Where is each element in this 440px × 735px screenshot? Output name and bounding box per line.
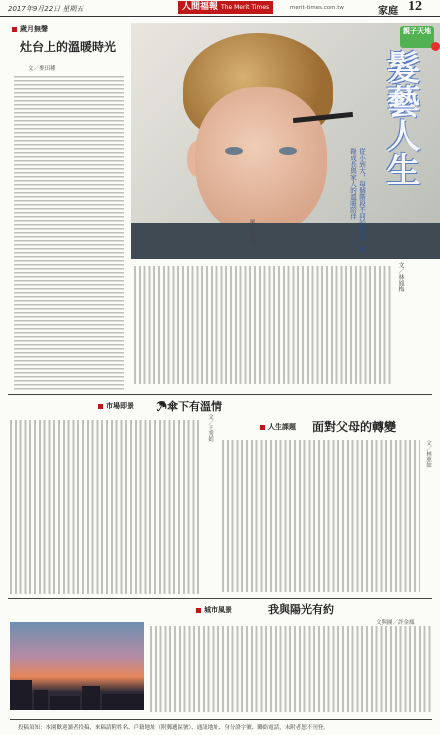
submission-notice: [10, 719, 432, 732]
section-divider-2: [8, 598, 432, 599]
article4-byline: 文與圖／許金鳳: [376, 620, 415, 626]
article2-section-text: 市場即景: [106, 402, 134, 410]
feature-body-upper: [134, 266, 392, 384]
section-marker-icon: [196, 608, 201, 613]
photo-eye-right: [279, 147, 297, 155]
photo-eye-left: [225, 147, 243, 155]
building-silhouette: [34, 690, 48, 710]
section-marker-icon: [260, 425, 265, 430]
building-silhouette: [82, 686, 100, 710]
section-marker-icon: [12, 27, 17, 32]
left-article-title: 灶台上的溫暖時光: [20, 40, 117, 54]
article4-section-label: [196, 605, 232, 615]
sunset-photo: [10, 622, 144, 710]
photo-face: [195, 87, 327, 237]
masthead-logo: [178, 1, 273, 14]
badge-dot-icon: [431, 42, 440, 51]
article2-title: [156, 398, 222, 414]
article4-section-text: 城市風景: [204, 606, 232, 614]
left-article-body: [14, 76, 124, 390]
site-url: merit-times.com.tw: [290, 5, 344, 11]
section-divider-1: [8, 394, 432, 395]
building-silhouette: [102, 694, 144, 710]
article2-byline: 文／王秀娟: [207, 414, 213, 442]
column-badge-label: 親子天地: [403, 27, 431, 35]
article2-section-label: [98, 401, 134, 411]
article3-section-text: 人生課題: [268, 423, 296, 431]
building-silhouette: [10, 680, 32, 710]
section-name: 家庭: [378, 6, 398, 17]
masthead-logo-cn: 人間福報: [182, 2, 219, 12]
article3-body: [222, 440, 420, 592]
feature-subtitle: 從小到大，每個階段不同的髮型，記錄成長與家人的溫暖陪伴: [349, 148, 366, 252]
feature-title: 髮藝人生: [380, 50, 420, 186]
article2-body: [10, 420, 200, 594]
feature-byline: 文／林鳳梅: [397, 262, 404, 292]
submission-notice-text: 投稿須知：本園歡迎讀者投稿，來稿請附姓名、戶籍地址（附郵遞區號）、通訊地址、身分證字號、聯絡電話，未附者恕不刊登。: [18, 725, 329, 731]
issue-date: 2017年9月22日 星期五: [8, 5, 84, 13]
article4-body: [150, 626, 432, 712]
section-marker-icon: [98, 404, 103, 409]
column-badge: [400, 26, 434, 48]
left-article-section-text: 歲月無聲: [20, 25, 48, 33]
masthead-logo-en: The Merit Times: [221, 4, 270, 11]
page-number: 12: [408, 0, 422, 14]
photo-credit: 圖／123RF: [249, 219, 255, 245]
left-article-byline: 文／麥田種: [28, 66, 56, 72]
photo-shirt: [131, 223, 440, 259]
page-header: [0, 0, 440, 17]
building-silhouette: [50, 696, 80, 710]
umbrella-icon: ☂: [156, 400, 167, 413]
article3-section-label: [260, 422, 296, 432]
article4-title: 我與陽光有約: [268, 603, 334, 616]
article2-title-text: 傘下有溫情: [167, 400, 222, 413]
article3-byline: 文／林蕙如: [425, 440, 431, 468]
left-article-section-label: [12, 24, 48, 34]
article3-title: 面對父母的轉變: [312, 420, 397, 434]
